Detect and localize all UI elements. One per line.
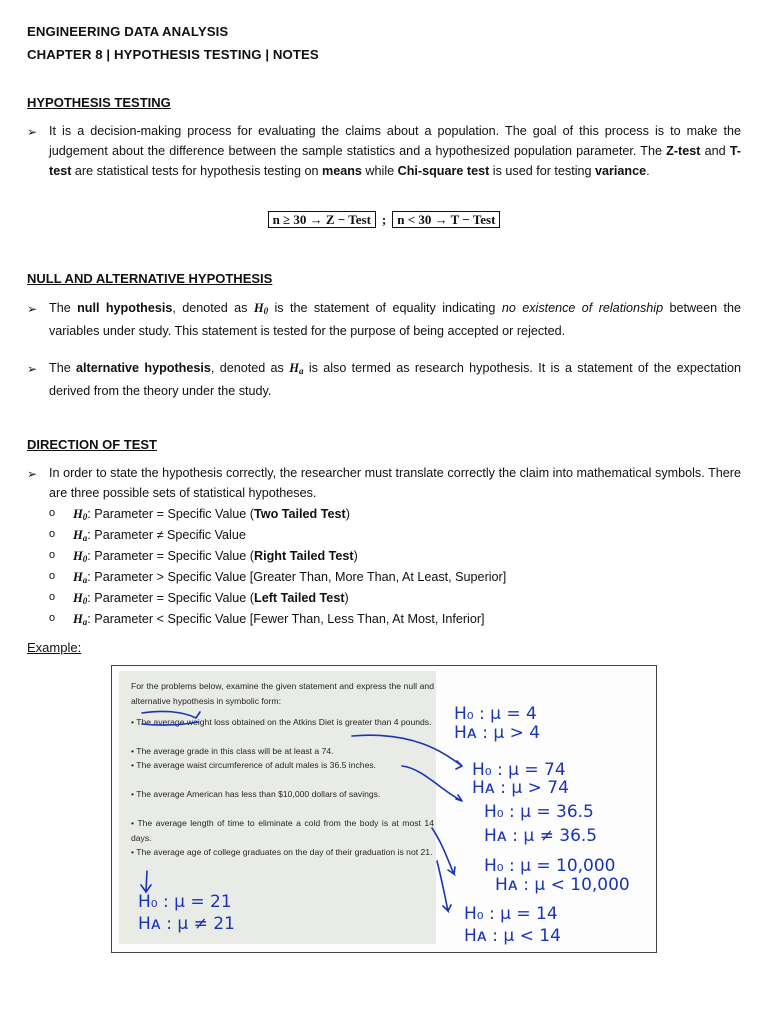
- example-photo: [111, 665, 657, 953]
- handwritten-answer: H₀ : μ = 21: [138, 892, 232, 912]
- course-title: ENGINEERING DATA ANALYSIS: [27, 24, 229, 39]
- problem-item: • The average waist circumference of adult males is 36.5 inches.: [131, 760, 377, 770]
- direction-intro-paragraph: In order to state the hypothesis correctly, the researcher must translate correctly the claim into mathematical symbols. There are three possible sets of statistical hypotheses.: [49, 466, 741, 500]
- hypothesis-testing-paragraph: It is a decision-making process for evaluating the claims about a population. The goal of this process is to make the judgement about the difference between the sample statistics and a hypothesized population parameter. The Z-test and T-test are statistical tests for hypothesis testing on means while Chi-square test is used for testing variance.: [49, 124, 742, 178]
- circle-bullet-icon: o: [49, 549, 56, 561]
- handwritten-answer: H₀ : μ = 10,000: [484, 856, 616, 876]
- handwritten-answer: Hᴀ : μ > 4: [454, 723, 541, 743]
- arrow-bullet-icon: ➢: [27, 362, 38, 376]
- null-hypothesis-paragraph: The null hypothesis, denoted as $H_0$ is the statement of equality indicating no existence of relationship between the variables under study. This statement is tested for the purpose of being accepted or rejected.: [49, 301, 741, 338]
- handwritten-answer: H₀ : μ = 74: [472, 760, 566, 780]
- problem-item: • The average length of time to eliminate a cold from the body is at most 14 days.: [131, 818, 434, 843]
- circle-bullet-icon: o: [49, 612, 56, 624]
- hypothesis-item: $H_a$: Parameter > Specific Value [Greater Than, More Than, At Least, Superior]: [73, 570, 507, 585]
- problem-item: • The average American has less than $10,000 dollars of savings.: [131, 789, 381, 799]
- hypothesis-item: $H_a$: Parameter ≠ Specific Value: [73, 528, 246, 543]
- handwritten-answer: Hᴀ : μ ≠ 36.5: [484, 826, 598, 846]
- example-label: Example:: [27, 640, 82, 655]
- chapter-title: CHAPTER 8 | HYPOTHESIS TESTING | NOTES: [27, 47, 319, 62]
- circle-bullet-icon: o: [49, 570, 56, 582]
- circle-bullet-icon: o: [49, 591, 56, 603]
- section-heading-direction-of-test: DIRECTION OF TEST: [27, 437, 157, 452]
- z-test-formula-box: n ≥ 30 → Z − Test: [268, 211, 376, 228]
- circle-bullet-icon: o: [49, 507, 56, 519]
- hypothesis-item: $H_0$: Parameter = Specific Value (Left Tailed Test): [73, 591, 349, 606]
- arrow-bullet-icon: ➢: [27, 125, 38, 139]
- handwritten-answer: H₀ : μ = 4: [454, 704, 537, 724]
- alternative-hypothesis-paragraph: The alternative hypothesis, denoted as $H_a$ is also termed as research hypothesis. It is a statement of the expectation derived from the theory under the study.: [49, 361, 742, 398]
- hypothesis-item: $H_0$: Parameter = Specific Value (Right Tailed Test): [73, 549, 358, 564]
- handwritten-answer: Hᴀ : μ > 74: [472, 778, 569, 798]
- section-heading-hypothesis-testing: HYPOTHESIS TESTING: [27, 95, 171, 110]
- section-heading-null-alternative: NULL AND ALTERNATIVE HYPOTHESIS: [27, 271, 273, 286]
- problem-item: • The average grade in this class will be at least a 74.: [131, 746, 334, 756]
- problem-item: • The average age of college graduates on the day of their graduation is not 21.: [131, 847, 433, 857]
- handwritten-answer: Hᴀ : μ < 14: [464, 926, 561, 946]
- problem-item: • The average weight loss obtained on the Atkins Diet is greater than 4 pounds.: [131, 717, 432, 727]
- problem-card-intro: For the problems below, examine the given statement and express the null and alternative hypothesis in symbolic form:: [131, 681, 434, 706]
- t-test-formula-box: n < 30 → T − Test: [392, 211, 500, 228]
- handwritten-answer: Hᴀ : μ < 10,000: [495, 875, 630, 895]
- hypothesis-item: $H_0$: Parameter = Specific Value (Two Tailed Test): [73, 507, 350, 522]
- arrow-bullet-icon: ➢: [27, 467, 38, 481]
- test-selection-formula: n ≥ 30 → Z − Test ; n < 30 → T − Test: [0, 211, 768, 228]
- handwritten-answer: Hᴀ : μ ≠ 21: [138, 914, 235, 934]
- handwritten-answer: H₀ : μ = 14: [464, 904, 558, 924]
- handwritten-answer: H₀ : μ = 36.5: [484, 802, 594, 822]
- hypothesis-item: $H_a$: Parameter < Specific Value [Fewer Than, Less Than, At Most, Inferior]: [73, 612, 485, 627]
- arrow-bullet-icon: ➢: [27, 302, 38, 316]
- circle-bullet-icon: o: [49, 528, 56, 540]
